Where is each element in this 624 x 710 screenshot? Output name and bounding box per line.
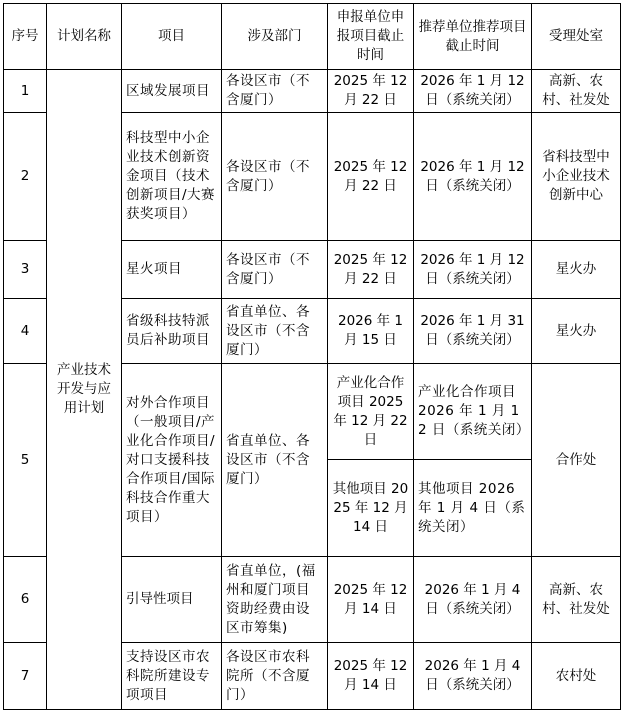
row-dept: 各设区市（不含厦门） <box>222 241 328 299</box>
row-recommend-deadline: 2026 年 1 月 12 日（系统关闭） <box>414 113 532 241</box>
row-no: 7 <box>4 643 47 710</box>
row-office: 农村处 <box>532 643 621 710</box>
row-item: 星火项目 <box>122 241 222 299</box>
row-recommend-deadline-industrial: 产业化合作项目 2026 年 1 月 12 日（系统关闭） <box>414 364 532 460</box>
row-apply-deadline-other: 其他项目 2025 年 12 月 14 日 <box>328 460 414 557</box>
row-recommend-deadline: 2026 年 1 月 4 日（系统关闭） <box>414 643 532 710</box>
row-recommend-deadline: 2026 年 1 月 12 日（系统关闭） <box>414 70 532 113</box>
row-office: 高新、农村、社发处 <box>532 70 621 113</box>
row-recommend-deadline: 2026 年 1 月 4 日（系统关闭） <box>414 557 532 643</box>
row-dept: 各设区市（不含厦门） <box>222 70 328 113</box>
row-apply-deadline: 2025 年 12 月 22 日 <box>328 113 414 241</box>
row-no: 1 <box>4 70 47 113</box>
row-office: 合作处 <box>532 364 621 557</box>
row-item: 省级科技特派员后补助项目 <box>122 299 222 364</box>
row-no: 4 <box>4 299 47 364</box>
header-no: 序号 <box>4 4 47 70</box>
row-apply-deadline: 2025 年 12 月 22 日 <box>328 241 414 299</box>
header-dept: 涉及部门 <box>222 4 328 70</box>
row-apply-deadline: 2026 年 1 月 15 日 <box>328 299 414 364</box>
row-no: 5 <box>4 364 47 557</box>
row-item: 对外合作项目（一般项目/产业化合作项目/对口支援科技合作项目/国际科技合作重大项目） <box>122 364 222 557</box>
row-office: 星火办 <box>532 241 621 299</box>
header-row <box>4 4 621 70</box>
row-item: 科技型中小企业技术创新资金项目（技术创新项目/大赛获奖项目） <box>122 113 222 241</box>
plan-name-cell: 产业技术开发与应用计划 <box>47 70 122 710</box>
row-office: 省科技型中小企业技术创新中心 <box>532 113 621 241</box>
row-recommend-deadline: 2026 年 1 月 31 日（系统关闭） <box>414 299 532 364</box>
row-dept: 省直单位、各设区市（不含厦门） <box>222 364 328 557</box>
row-dept: 省直单位、各设区市（不含厦门） <box>222 299 328 364</box>
header-deadline-recommend: 推荐单位推荐项目截止时间 <box>414 4 532 70</box>
header-deadline-apply: 申报单位申报项目截止时间 <box>328 4 414 70</box>
row-no: 3 <box>4 241 47 299</box>
row-item: 支持设区市农科院所建设专项项目 <box>122 643 222 710</box>
row-recommend-deadline: 2026 年 1 月 12 日（系统关闭） <box>414 241 532 299</box>
row-dept: 省直单位，(福州和厦门项目资助经费由设区市筹集) <box>222 557 328 643</box>
row-recommend-deadline-other: 其他项目 2026 年 1 月 4 日（系统关闭） <box>414 460 532 557</box>
row-item: 引导性项目 <box>122 557 222 643</box>
header-office: 受理处室 <box>532 4 621 70</box>
row-item: 区域发展项目 <box>122 70 222 113</box>
row-apply-deadline: 2025 年 12 月 14 日 <box>328 557 414 643</box>
row-office: 星火办 <box>532 299 621 364</box>
row-apply-deadline: 2025 年 12 月 14 日 <box>328 643 414 710</box>
row-dept: 各设区市农科院所（不含厦门） <box>222 643 328 710</box>
row-dept: 各设区市（不含厦门） <box>222 113 328 241</box>
table-row <box>4 70 621 113</box>
header-item: 项目 <box>122 4 222 70</box>
row-office: 高新、农村、社发处 <box>532 557 621 643</box>
project-deadline-table <box>3 3 621 710</box>
row-apply-deadline: 2025 年 12 月 22 日 <box>328 70 414 113</box>
row-apply-deadline-industrial: 产业化合作项目 2025 年 12 月 22 日 <box>328 364 414 460</box>
header-plan: 计划名称 <box>47 4 122 70</box>
row-no: 6 <box>4 557 47 643</box>
row-no: 2 <box>4 113 47 241</box>
